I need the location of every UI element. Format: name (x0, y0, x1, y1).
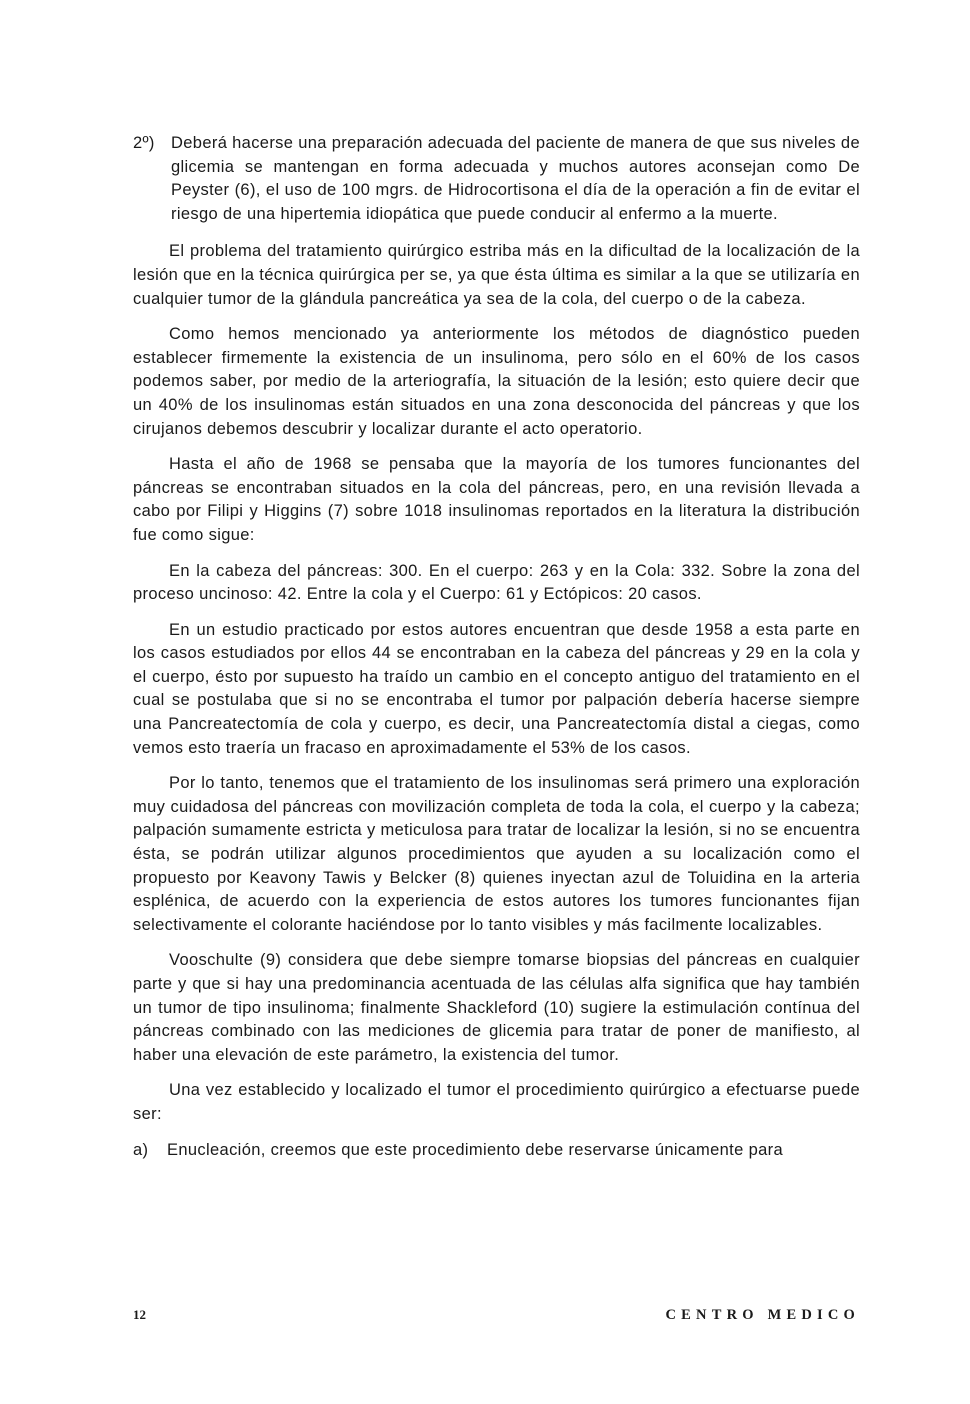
item-marker: a) (133, 1140, 149, 1159)
lettered-item-a (133, 1139, 860, 1163)
page-footer (133, 1307, 860, 1331)
numbered-item-2 (133, 132, 860, 226)
item-marker: 2º) (133, 134, 155, 152)
page-number: 12 (133, 1307, 146, 1322)
paragraph-treatment-exploration: Por lo tanto, tenemos que el tratamiento de los insulinomas será primero una exploración muy cuidadosa del páncreas con movilización completa de toda la cola, el cuerpo y la cabeza; palpación sumamente estricta y meticulosa para tratar de localizar la lesión, si no se encuentra ésta, se podrán utilizar algunos procedimientos que ayuden a su localización como el propuesto por Keavony Tawis y Belcker (8) quienes inyectan azul de Toluidina en la arteria esplénica, de acuerdo con la experiencia de estos autores los tumores funcionantes fijan selectivamente el colorante haciéndose por lo tanto visibles y más facilmente localizables. (133, 774, 860, 934)
paragraph-biopsy: Vooschulte (9) considera que debe siempre tomarse biopsias del páncreas en cualquier parte y que si hay una predominancia acentuada de las células alfa significa que hay también un tumor de tipo insulinoma; finalmente Shackleford (10) sugiere la estimulación contínua del páncreas combinado con las mediciones de glicemia para tratar de poner de manifiesto, al haber una elevación de este parámetro, la existencia del tumor. (133, 951, 860, 1064)
paragraph-distribution: En la cabeza del páncreas: 300. En el cuerpo: 263 y en la Cola: 332. Sobre la zona del proceso uncinoso: 42. Entre la cola y el Cuerpo: 61 y Ectópicos: 20 casos. (133, 561, 860, 604)
paragraph-surgical-problem: El problema del tratamiento quirúrgico estriba más en la dificultad de la localización de la lesión que en la técnica quirúrgica per se, ya que ésta última es similar a la que se utilizaría en cualquier tumor de la glándula pancreática ya sea de la cola, del cuerpo o de la cabeza. (133, 242, 860, 308)
paragraph-diagnostic-methods: Como hemos mencionado ya anteriormente los métodos de diagnóstico pueden establecer firmemente la existencia de un insulinoma, pero sólo en el 60% de los casos podemos saber, por medio de la arteriografía, la situación de la lesión; esto quiere decir que un 40% de los insulinomas están situados en una zona desconocida del páncreas y que los cirujanos debemos descubrir y localizar durante el acto operatorio. (133, 325, 860, 438)
paragraph-study-results: En un estudio practicado por estos autores encuentran que desde 1958 a esta parte en los casos estudiados por ellos 44 se encontraban en la cabeza del páncreas y 29 en la cola y el cuerpo, ésto por supuesto ha traído un cambio en el concepto antiguo del tratamiento en el cual se postulaba que si no se encontraba el tumor por palpación debería hacerse siempre una Pancreatectomía de cola y cuerpo, es decir, una Pancreatectomía distal a ciegas, como vemos esto traería un fracaso en aproximadamente el 53% de los casos. (133, 620, 860, 757)
item-text: Deberá hacerse una preparación adecuada del paciente de manera de que sus niveles de glicemia se mantengan en forma adecuada y muchos autores aconsejan como De Peyster (6), el uso de 100 mgrs. de Hidrocortisona el día de la operación a fin de evitar el riesgo de una hipertemia idiopática que puede conducir al enfermo a la muerte. (171, 134, 860, 223)
paragraph-tumor-location-history: Hasta el año de 1968 se pensaba que la mayoría de los tumores funcionantes del páncreas se encontraban situados en la cola del páncreas, pero, en una revisión llevada a cabo por Filipi y Higgins (7) sobre 1018 insulinomas reportados en la literatura la distribución fue como sigue: (133, 455, 860, 544)
page-body (133, 132, 860, 1162)
paragraph-procedure-intro: Una vez establecido y localizado el tumor el procedimiento quirúrgico a efectuarse puede ser: (133, 1081, 860, 1123)
journal-name: CENTRO MEDICO (665, 1307, 860, 1323)
item-text: Enucleación, creemos que este procedimiento debe reservarse únicamente para (167, 1140, 784, 1159)
